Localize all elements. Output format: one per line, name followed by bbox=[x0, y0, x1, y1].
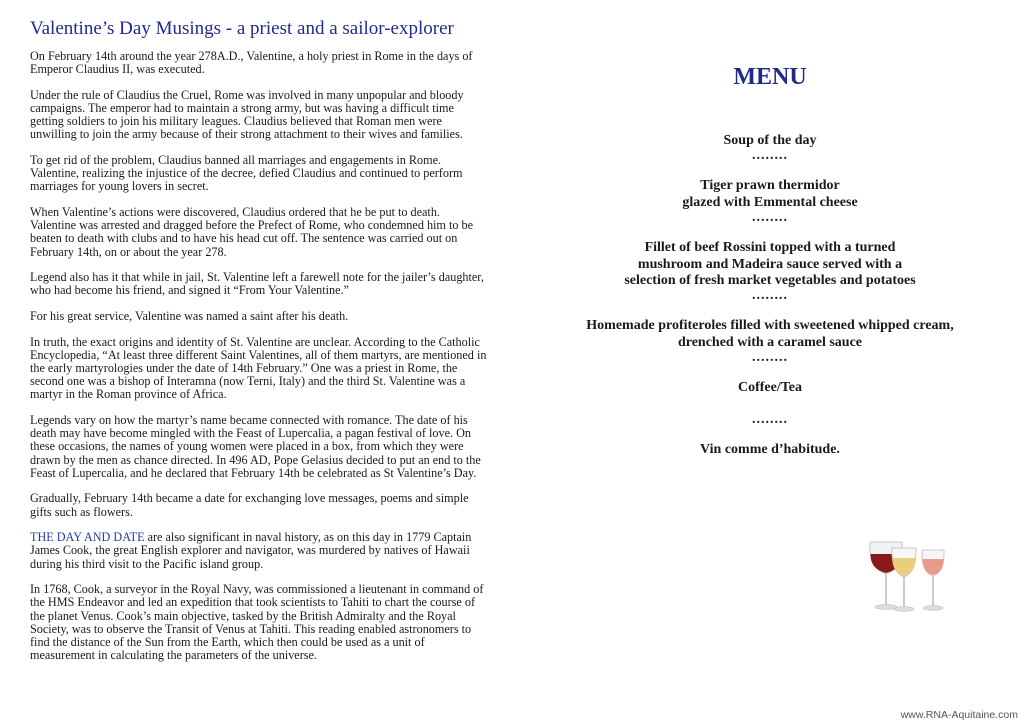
article-paragraph bbox=[30, 89, 488, 142]
rose-wine-glass bbox=[922, 550, 944, 610]
footer-website: www.RNA-Aquitaine.com bbox=[900, 709, 1018, 721]
article-paragraph bbox=[30, 336, 488, 402]
menu-separator: ........ bbox=[752, 148, 788, 164]
menu-separator: ........ bbox=[752, 350, 788, 366]
article-paragraph bbox=[30, 310, 488, 323]
paragraph-text: On February 14th around the year 278A.D., Valentine, a holy priest in Rome in the days of Emperor Claudius II, was executed. bbox=[30, 49, 473, 77]
menu-separator: ........ bbox=[752, 288, 788, 304]
article-paragraph bbox=[30, 492, 488, 518]
article-paragraph bbox=[30, 206, 488, 259]
menu-course-line: Homemade profiteroles filled with sweetened whipped cream, bbox=[586, 318, 954, 334]
article-paragraph bbox=[30, 531, 488, 571]
paragraph-text: Gradually, February 14th became a date for exchanging love messages, poems and simple gifts such as flowers. bbox=[30, 491, 469, 519]
article bbox=[30, 18, 488, 675]
wine-glasses-icon bbox=[864, 538, 954, 616]
paragraph-text: Legends vary on how the martyr’s name became connected with romance. The date of his death may have become mingled with the Feast of Lupercalia, a pagan festival of love. On these occasions, the names of young women were placed in a box, from which they were drawn by the men as chance directed. In 496 AD, Pope Gelasius decided to put an end to the Feast of Lupercalia, and he declared that February 14th be celebrated as St Valentine’s Day. bbox=[30, 413, 481, 480]
menu-course bbox=[520, 133, 1020, 163]
paragraph-text: In 1768, Cook, a surveyor in the Royal Navy, was commissioned a lieutenant in command of the HMS Endeavor and led an expedition that took scientists to Tahiti to chart the course of the planet Venus. Cook’s main objective, tasked by the British Admiralty and the Royal Society, was to observe the Transit of Venus at Tahiti. This reading enabled astronomers to find the distance of the Sun from the Earth, which then could be used as a unit of measurement in calculating the parameters of the universe. bbox=[30, 582, 484, 663]
paragraph-text: Under the rule of Claudius the Cruel, Rome was involved in many unpopular and bloody campaigns. The emperor had to maintain a strong army, but was having a difficult time getting soldiers to join his military leagues. Claudius believed that Roman men were unwilling to join the army because of their strong attachment to their wives and families. bbox=[30, 87, 464, 142]
article-paragraph bbox=[30, 154, 488, 194]
paragraph-text: To get rid of the problem, Claudius banned all marriages and engagements in Rome. Valentine, realizing the injustice of the decree, defied Claudius and continued to perform marriages for young lovers in secret. bbox=[30, 153, 463, 194]
paragraph-text: When Valentine’s actions were discovered, Claudius ordered that he be put to death. Valentine was arrested and dragged before the Prefect of Rome, who condemned him to be beaten to death with clubs and to have his head cut off. The sentence was carried out on February 14th, on or about the year 278. bbox=[30, 205, 473, 259]
menu-title: MENU bbox=[733, 64, 807, 90]
article-paragraph bbox=[30, 271, 488, 297]
menu-course bbox=[520, 178, 1020, 225]
menu-course bbox=[520, 240, 1020, 303]
menu-course-line: selection of fresh market vegetables and potatoes bbox=[624, 273, 916, 289]
menu-items bbox=[520, 133, 1020, 458]
menu-separator: ........ bbox=[752, 411, 788, 427]
paragraph-text: Legend also has it that while in jail, St. Valentine left a farewell note for the jailer’s daughter, who had become his friend, and signed it “From Your Valentine.” bbox=[30, 270, 484, 298]
article-paragraph bbox=[30, 414, 488, 480]
menu-course-line: Fillet of beef Rossini topped with a turned bbox=[644, 240, 896, 256]
article-body bbox=[30, 50, 488, 662]
article-paragraph bbox=[30, 583, 488, 662]
white-wine-glass bbox=[892, 548, 916, 611]
menu-course-line: glazed with Emmental cheese bbox=[682, 194, 858, 210]
menu-course-line: Tiger prawn thermidor bbox=[700, 178, 840, 194]
menu-course-line: Soup of the day bbox=[723, 133, 817, 148]
article-title: Valentine’s Day Musings - a priest and a sailor-explorer bbox=[30, 18, 454, 39]
menu-course-line: mushroom and Madeira sauce served with a bbox=[637, 256, 903, 272]
menu-course-line: Coffee/Tea bbox=[737, 380, 803, 396]
menu-course-line: drenched with a caramel sauce bbox=[677, 334, 863, 350]
paragraph-text: For his great service, Valentine was named a saint after his death. bbox=[30, 309, 349, 323]
paragraph-text: are also significant in naval history, as on this day in 1779 Captain James Cook, the great English explorer and navigator, was murdered by natives of Hawaii during his third visit to the Pacific island group. bbox=[30, 530, 472, 571]
paragraph-text: In truth, the exact origins and identity of St. Valentine are unclear. According to the Catholic Encyclopedia, “At least three different Saint Valentines, all of them martyrs, are mentioned in the early martyrologies under the date of 14th February.” One was a priest in Rome, the second one was a bishop of Interamna (now Terni, Italy) and the third St. Valentine was a martyr in the Roman province of Africa. bbox=[30, 334, 487, 402]
menu-course-line: Vin comme d’habitude. bbox=[700, 441, 840, 457]
menu-course bbox=[520, 442, 1020, 458]
menu-separator: ........ bbox=[752, 210, 788, 226]
menu-course bbox=[520, 318, 1020, 365]
paragraph-lead: THE DAY AND DATE bbox=[30, 530, 145, 545]
menu-course bbox=[520, 380, 1020, 426]
article-paragraph bbox=[30, 50, 488, 76]
menu bbox=[520, 64, 1020, 458]
